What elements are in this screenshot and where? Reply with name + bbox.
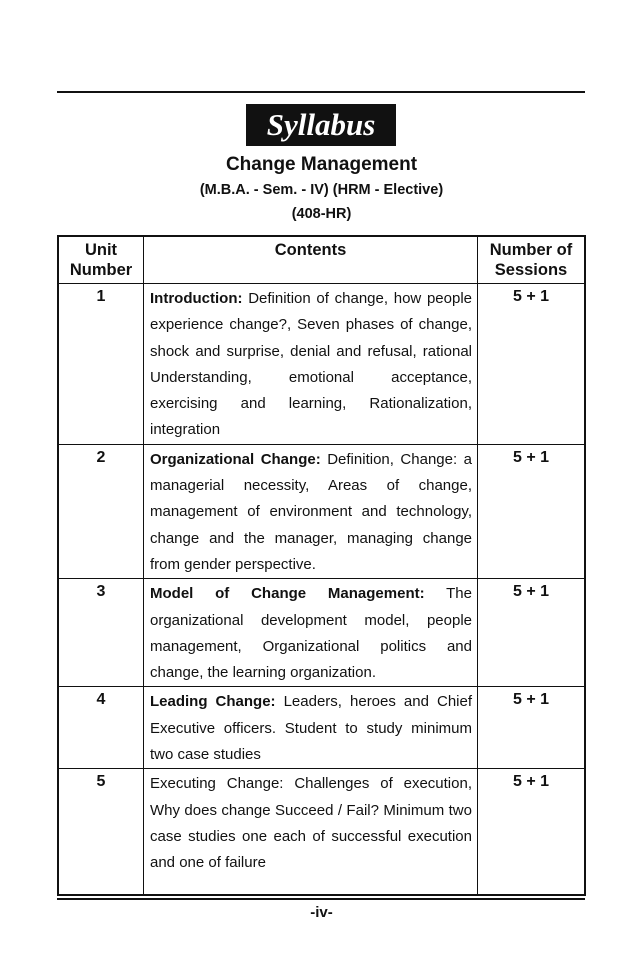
header-sessions: Number of Sessions — [478, 236, 586, 284]
syllabus-badge: Syllabus — [246, 104, 396, 146]
top-rule — [57, 91, 585, 93]
table-row — [58, 579, 585, 687]
table-row — [58, 687, 585, 769]
unit-number: 4 — [58, 687, 144, 769]
table-row — [58, 444, 585, 578]
unit-lead: Introduction: — [150, 290, 243, 307]
page-number: -iv- — [310, 904, 333, 921]
unit-sessions: 5 + 1 — [478, 687, 586, 769]
unit-text: Definition of change, how people experience change?, Seven phases of change, shock and surprise, denial and refusal, rational Understanding, emotional acceptance, exercising and learning, Rationalization, integration — [150, 290, 472, 439]
unit-sessions: 5 + 1 — [478, 284, 586, 445]
syllabus-table — [57, 235, 586, 896]
unit-text: Definition, Change: a managerial necessity, Areas of change, management of environment and technology, change and the manager, managing change from gender perspective. — [150, 450, 472, 573]
unit-text: Leaders, heroes and Chief Executive officers. Student to study minimum two case studies — [150, 693, 472, 764]
table-row — [58, 284, 585, 445]
unit-sessions: 5 + 1 — [478, 579, 586, 687]
unit-number: 3 — [58, 579, 144, 687]
unit-lead: Leading Change: — [150, 693, 276, 711]
course-subtitle: (M.B.A. - Sem. - IV) (HRM - Elective) — [199, 182, 444, 198]
unit-contents — [144, 687, 478, 769]
course-title: Change Management — [225, 154, 418, 175]
unit-number: 2 — [58, 444, 144, 578]
unit-contents — [144, 284, 478, 445]
unit-number: 5 — [58, 769, 144, 895]
unit-contents — [144, 579, 478, 687]
unit-lead: Organizational Change: — [150, 450, 321, 468]
header-unit: Unit Number — [58, 236, 144, 284]
bottom-rule — [57, 898, 585, 900]
header-contents: Contents — [144, 236, 478, 284]
unit-text: The organizational development model, people management, Organizational politics and change, the learning organization. — [150, 585, 472, 682]
unit-number: 1 — [58, 284, 144, 445]
unit-sessions: 5 + 1 — [478, 769, 586, 895]
unit-contents — [144, 444, 478, 578]
unit-text: Executing Change: Challenges of execution, Why does change Succeed / Fail? Minimum two case studies one each of successful execution and one of failure — [150, 775, 472, 872]
unit-sessions: 5 + 1 — [478, 444, 586, 578]
course-code: (408-HR) — [291, 206, 352, 222]
unit-contents — [144, 769, 478, 895]
table-header — [58, 236, 585, 284]
table-row — [58, 769, 585, 895]
unit-lead: Model of Change Management: — [150, 585, 425, 603]
